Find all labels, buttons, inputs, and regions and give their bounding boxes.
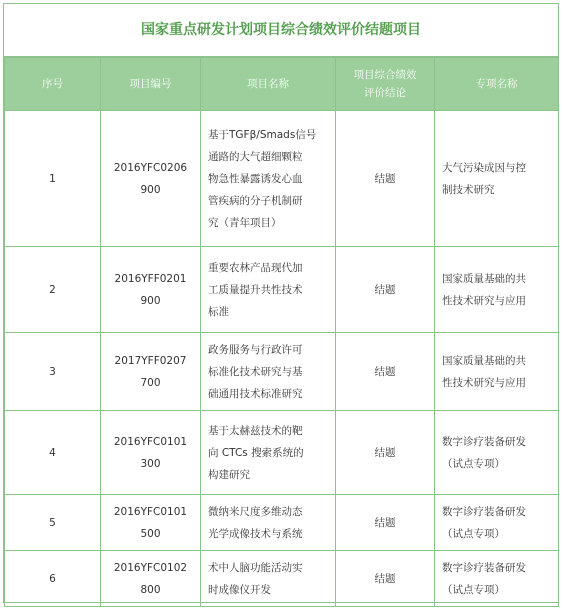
cell-code: 2016YFC0101 500 — [101, 495, 201, 551]
project-table — [4, 57, 559, 607]
header-name: 项目名称 — [201, 58, 336, 111]
table-row — [5, 111, 559, 247]
table-row — [5, 495, 559, 551]
title-prefix: 国家重点研发计划项目综合绩效评价 — [141, 22, 365, 38]
cell-program: 数字诊疗装备研发 （试点专项） — [435, 551, 559, 607]
cell-program: 数字诊疗装备研发 （试点专项） — [435, 411, 559, 495]
table-row — [5, 247, 559, 333]
table-row — [5, 333, 559, 411]
cell-index: 3 — [5, 333, 101, 411]
header-program: 专项名称 — [435, 58, 559, 111]
cell-program: 国家质量基础的共 性技术研究与应用 — [435, 333, 559, 411]
cell-code: 2017YFF0207 700 — [101, 333, 201, 411]
header-index: 序号 — [5, 58, 101, 111]
cell-conclusion: 结题 — [336, 247, 435, 333]
cell-name: 政务服务与行政许可 标准化技术研究与基 础通用技术标准研究 — [201, 333, 336, 411]
cell-code: 2016YFC0101 300 — [101, 411, 201, 495]
cell-program: 国家质量基础的共 性技术研究与应用 — [435, 247, 559, 333]
cell-name: 术中人脑功能活动实 时成像仪开发 — [201, 551, 336, 607]
cell-name: 重要农林产品现代加 工质量提升共性技术 标准 — [201, 247, 336, 333]
table-row — [5, 551, 559, 607]
cell-code: 2016YFF0201 900 — [101, 247, 201, 333]
cell-code: 2016YFC0206 900 — [101, 111, 201, 247]
cell-conclusion: 结题 — [336, 495, 435, 551]
document-frame — [3, 3, 559, 603]
cell-program: 数字诊疗装备研发 （试点专项） — [435, 495, 559, 551]
title-suffix: 项目 — [393, 22, 421, 38]
cell-name: 基于太赫兹技术的靶 向 CTCs 搜索系统的 构建研究 — [201, 411, 336, 495]
cell-index: 6 — [5, 551, 101, 607]
table-header-row — [5, 58, 559, 111]
cell-conclusion: 结题 — [336, 411, 435, 495]
title-highlight: 结题 — [365, 22, 393, 38]
cell-conclusion: 结题 — [336, 333, 435, 411]
cell-name: 基于TGFβ/Smads信号 通路的大气超细颗粒 物急性暴露诱发心血 管疾病的分子机制研 究（青年项目） — [201, 111, 336, 247]
cell-index: 5 — [5, 495, 101, 551]
page-title — [4, 4, 558, 57]
header-code: 项目编号 — [101, 58, 201, 111]
cell-code: 2016YFC0102 800 — [101, 551, 201, 607]
cell-conclusion: 结题 — [336, 111, 435, 247]
header-conclusion: 项目综合绩效 评价结论 — [336, 58, 435, 111]
cell-index: 1 — [5, 111, 101, 247]
cell-program: 大气污染成因与控 制技术研究 — [435, 111, 559, 247]
cell-conclusion: 结题 — [336, 551, 435, 607]
cell-name: 微纳米尺度多维动态 光学成像技术与系统 — [201, 495, 336, 551]
cell-index: 2 — [5, 247, 101, 333]
table-row — [5, 411, 559, 495]
cell-index: 4 — [5, 411, 101, 495]
